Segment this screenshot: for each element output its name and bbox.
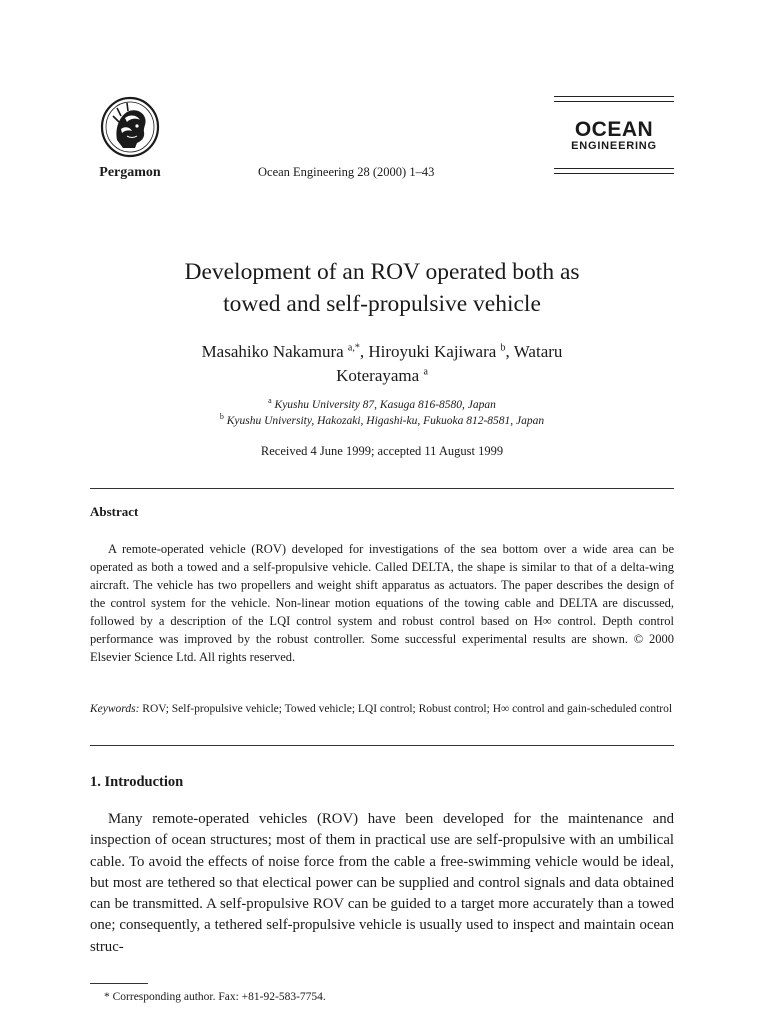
received-dates: Received 4 June 1999; accepted 11 August 1999 bbox=[260, 444, 504, 458]
abstract-heading: Abstract bbox=[90, 504, 139, 519]
journal-rule-top-2 bbox=[554, 101, 674, 102]
author-line-1: Masahiko Nakamura $^{a,*}$, Hiroyuki Kajiwara $^b$, Wataru bbox=[201, 342, 563, 361]
author-name: Hiroyuki Kajiwara bbox=[368, 342, 497, 361]
journal-name-line1: OCEAN bbox=[574, 118, 654, 141]
author-affiliation-marker: a bbox=[423, 366, 428, 378]
article-title bbox=[90, 256, 674, 320]
title-line-1: Development of an ROV operated both as bbox=[184, 259, 580, 285]
author-name-part: Koterayama bbox=[336, 366, 420, 385]
keywords-label: Keywords: bbox=[90, 703, 140, 715]
author-name-part: Wataru bbox=[513, 342, 563, 361]
affiliation-text: Kyushu University, Hakozaki, Higashi-ku, Fukuoka 812-8581, Japan bbox=[226, 415, 545, 427]
affiliation-b bbox=[90, 412, 674, 427]
footnote: * Corresponding author. Fax: +81-92-583-7754. bbox=[104, 991, 326, 1003]
journal-citation: Ocean Engineering 28 (2000) 1–43 bbox=[258, 165, 435, 179]
journal-rule-bottom-1 bbox=[554, 168, 674, 169]
author-name: Masahiko Nakamura bbox=[201, 342, 344, 361]
affiliation-a bbox=[90, 396, 674, 411]
title-line-2: towed and self-propulsive vehicle bbox=[223, 291, 541, 317]
journal-name-line2: ENGINEERING bbox=[571, 140, 657, 152]
publisher-name: Pergamon bbox=[99, 165, 161, 180]
journal-rule-top-1 bbox=[554, 96, 674, 97]
abstract-rule-top bbox=[90, 488, 674, 489]
abstract-text: A remote-operated vehicle (ROV) developed for investigations of the sea bottom over a wide area can be operated as both a towed and a self-propulsive vehicle. Called DELTA, the shape is similar to that of a delta-wing aircraft. The vehicle has two propellers and weight shift apparatus as actuators. The paper describes the design of the control system for the vehicle. Non-linear motion equations of the towing cable and DELTA are discussed, followed by a description of the LQI control system and robust control based on H∞ control. Depth control performance was improved by the robust controller. Some successful experimental results are shown. © 2000 Elsevier Science Ltd. All rights reserved. bbox=[90, 542, 674, 664]
abstract-rule-bottom bbox=[90, 745, 674, 746]
affiliation-text: Kyushu University 87, Kasuga 816-8580, Japan bbox=[274, 399, 496, 411]
footnote-rule bbox=[90, 983, 148, 984]
affiliation-marker: b bbox=[219, 412, 224, 422]
author-list bbox=[90, 340, 674, 388]
publisher-logo bbox=[88, 96, 172, 181]
section-heading: 1. Introduction bbox=[90, 774, 184, 790]
keywords-text: ROV; Self-propulsive vehicle; Towed vehicle; LQI control; Robust control; H∞ control and gain-scheduled control bbox=[142, 703, 673, 715]
author-line-2 bbox=[90, 364, 674, 388]
author-affiliation-marker: a,* bbox=[347, 342, 360, 354]
journal-rule-bottom-2 bbox=[554, 173, 674, 174]
journal-logo bbox=[554, 119, 674, 152]
affiliation-marker: a bbox=[268, 396, 272, 406]
author-affiliation-marker: b bbox=[500, 342, 506, 354]
pergamon-emblem-icon bbox=[99, 96, 161, 158]
introduction-text: Many remote-operated vehicles (ROV) have been developed for the maintenance and inspection of ocean structures; most of them in practical use are self-propulsive with an umbilical cable. To avoid the effects of noise force from the cable a free-swimming vehicle would be ideal, but most are tethered so that electical power can be supplied and control signals and data obtained can be transmitted. A self-propulsive ROV can be guided to a target more accurately than a towed one; consequently, a tethered self-propulsive vehicle is usually used to inspect and maintain ocean struc- bbox=[90, 811, 674, 955]
keywords bbox=[90, 701, 674, 718]
